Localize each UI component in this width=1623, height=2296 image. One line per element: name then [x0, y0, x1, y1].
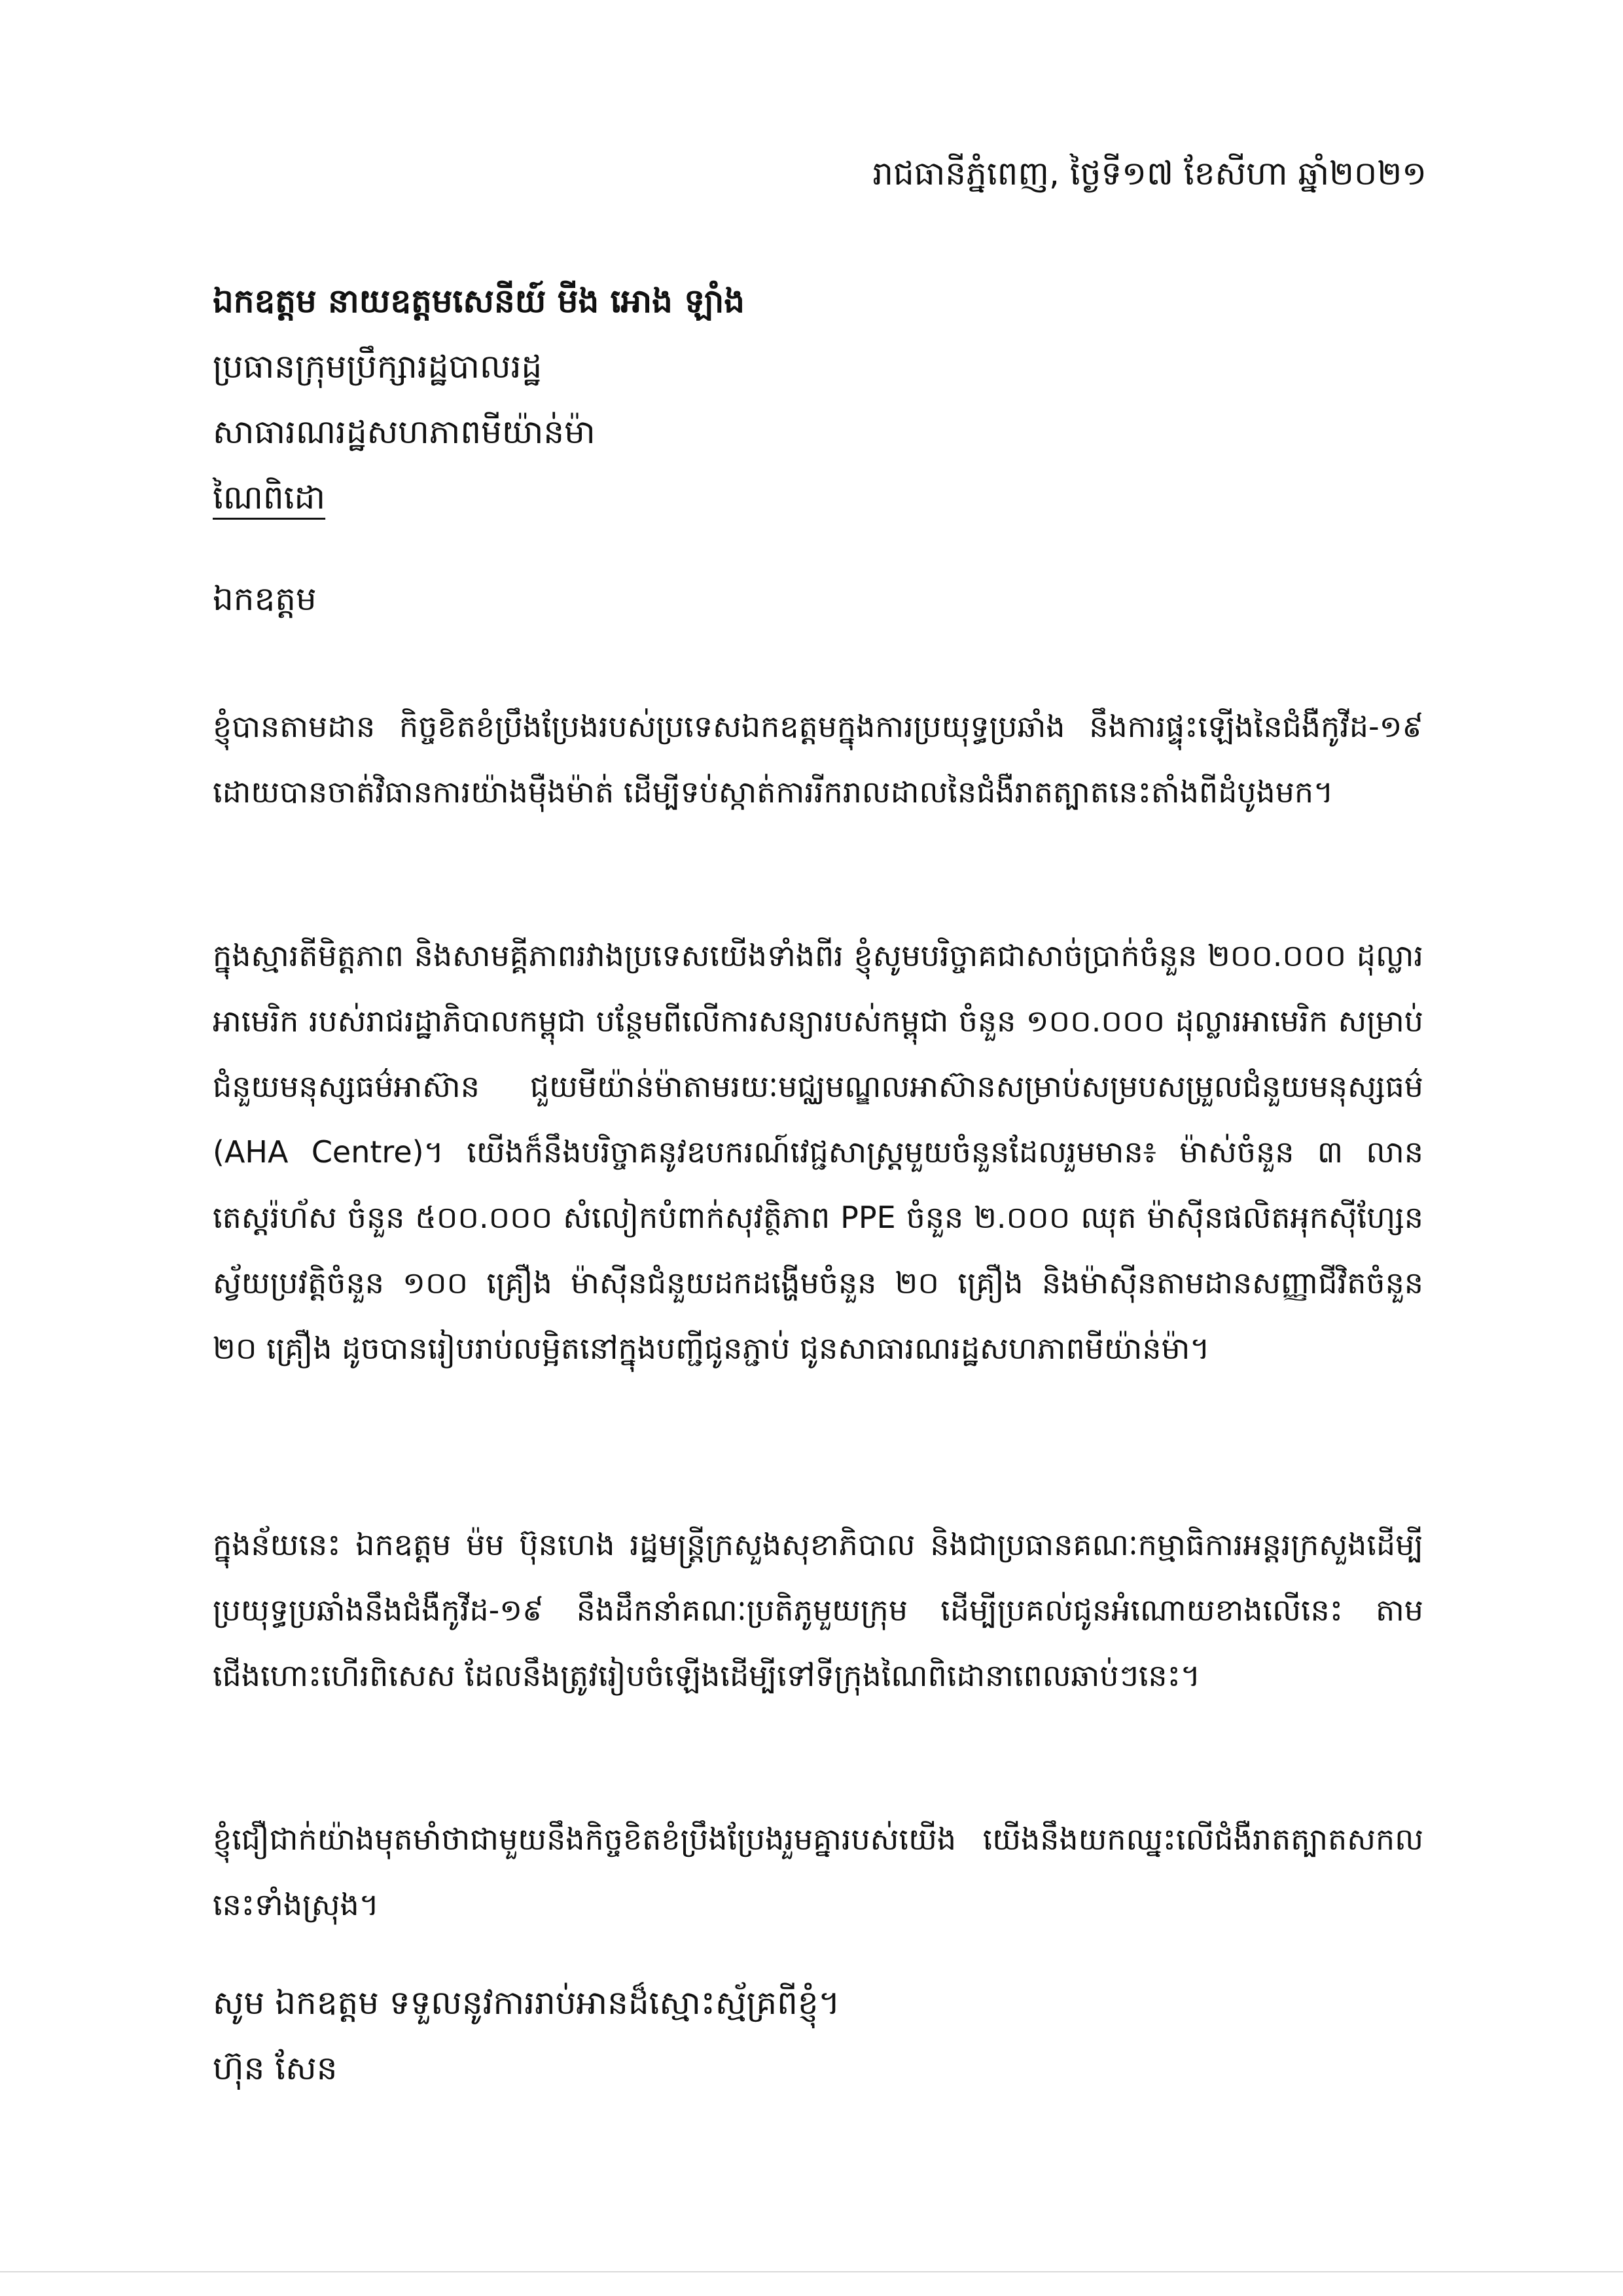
addressee-block	[213, 268, 1456, 530]
scan-edge-divider	[0, 2271, 1623, 2272]
addressee-state: សាធារណរដ្ឋសហភាពមីយ៉ាន់ម៉ា	[213, 413, 596, 451]
addressee-city: ណៃពិដោ	[213, 478, 326, 516]
addressee-name: ឯកឧត្តម នាយឧត្តមសេនីយ៍ មីង អោង ឡាំង	[213, 282, 745, 320]
salutation: ឯកឧត្តម	[213, 580, 317, 618]
addressee-title: ប្រធានក្រុមប្រឹក្សារដ្ឋបាលរដ្ឋ	[213, 348, 543, 386]
body-paragraph-2: ក្នុងស្មារតីមិត្តភាព និងសាមគ្គីភាពរវាងប្រទេសយើងទាំងពីរ ខ្ញុំសូមបរិច្ចាគជាសាច់ប្រាក់ចំនួន ២០០.០០០ ដុល្លារអាមេរិក របស់រាជរដ្ឋាភិបាលកម្ពុជា បន្ថែមពីលើការសន្យារបស់កម្ពុជា ចំនួន ១០០.០០០ ដុល្លារអាមេរិក សម្រាប់ជំនួយមនុស្សធម៌អាស៊ាន ជួយមីយ៉ាន់ម៉ាតាមរយៈមជ្ឈមណ្ឌលអាស៊ានសម្រាប់សម្របសម្រួលជំនួយមនុស្សធម៌ (AHA Centre)។ យើងក៏នឹងបរិច្ចាគនូវឧបករណ៍វេជ្ជសាស្ត្រមួយចំនួនដែលរួមមាន៖ ម៉ាស់ចំនួន ៣ លាន តេស្តរ៉ហ័ស ចំនួន ៥០០.០០០ សំលៀកបំពាក់សុវត្ថិភាព PPE ចំនួន ២.០០០ ឈុត ម៉ាស៊ីនផលិតអុកស៊ីហ្សែនស្វ័យប្រវត្តិចំនួន ១០០ គ្រឿង ម៉ាស៊ីនជំនួយដកដង្ហើមចំនួន ២០ គ្រឿង និងម៉ាស៊ីនតាមដានសញ្ញាជីវិតចំនួន ២០ គ្រឿង ដូចបានរៀបរាប់លម្អិតនៅក្នុងបញ្ជីជូនភ្ជាប់ ជូនសាធារណរដ្ឋសហភាពមីយ៉ាន់ម៉ា។	[213, 938, 1423, 1366]
date-line: រាជធានីភ្នំពេញ, ថ្ងៃទី១៧ ខែសីហា ឆ្នាំ២០២១	[872, 154, 1427, 192]
closing-block	[213, 1970, 840, 2101]
body-paragraph-3: ក្នុងន័យនេះ ឯកឧត្តម ម៉ម ប៊ុនហេង រដ្ឋមន្ត្រីក្រសួងសុខាភិបាល និងជាប្រធានគណៈកម្មាធិការអន្តរក្រសួងដើម្បីប្រយុទ្ធប្រឆាំងនឹងជំងឺកូវីដ-១៩ នឹងដឹកនាំគណៈប្រតិភូមួយក្រុម ដើម្បីប្រគល់ជូនអំណោយខាងលើនេះ តាមជើងហោះហើរពិសេស ដែលនឹងត្រូវរៀបចំឡើងដើម្បីទៅទីក្រុងណៃពិដោនាពេលឆាប់ៗនេះ។	[213, 1527, 1423, 1693]
signature-name: ហ៊ុន សែន	[213, 2049, 338, 2087]
closing-line: សូម ឯកឧត្តម ទទួលនូវការរាប់អានដ៏ស្មោះស្ម័គ្រពីខ្ញុំ។	[213, 1984, 840, 2022]
body-paragraph-1: ខ្ញុំបានតាមដាន កិច្ចខិតខំប្រឹងប្រែងរបស់ប្រទេសឯកឧត្តមក្នុងការប្រយុទ្ធប្រឆាំង នឹងការផ្ទុះឡើងនៃជំងឺកូវីដ-១៩ ដោយបានចាត់វិធានការយ៉ាងម៉ឺងម៉ាត់ ដើម្បីទប់ស្កាត់ការរីករាលដាលនៃជំងឺរាតត្បាតនេះតាំងពីដំបូងមក។	[213, 709, 1423, 810]
body-paragraph-4: ខ្ញុំជឿជាក់យ៉ាងមុតមាំថាជាមួយនឹងកិច្ចខិតខំប្រឹងប្រែងរួមគ្នារបស់យើង យើងនឹងយកឈ្នះលើជំងឺរាតត្បាតសកលនេះទាំងស្រុង។	[213, 1821, 1423, 1922]
